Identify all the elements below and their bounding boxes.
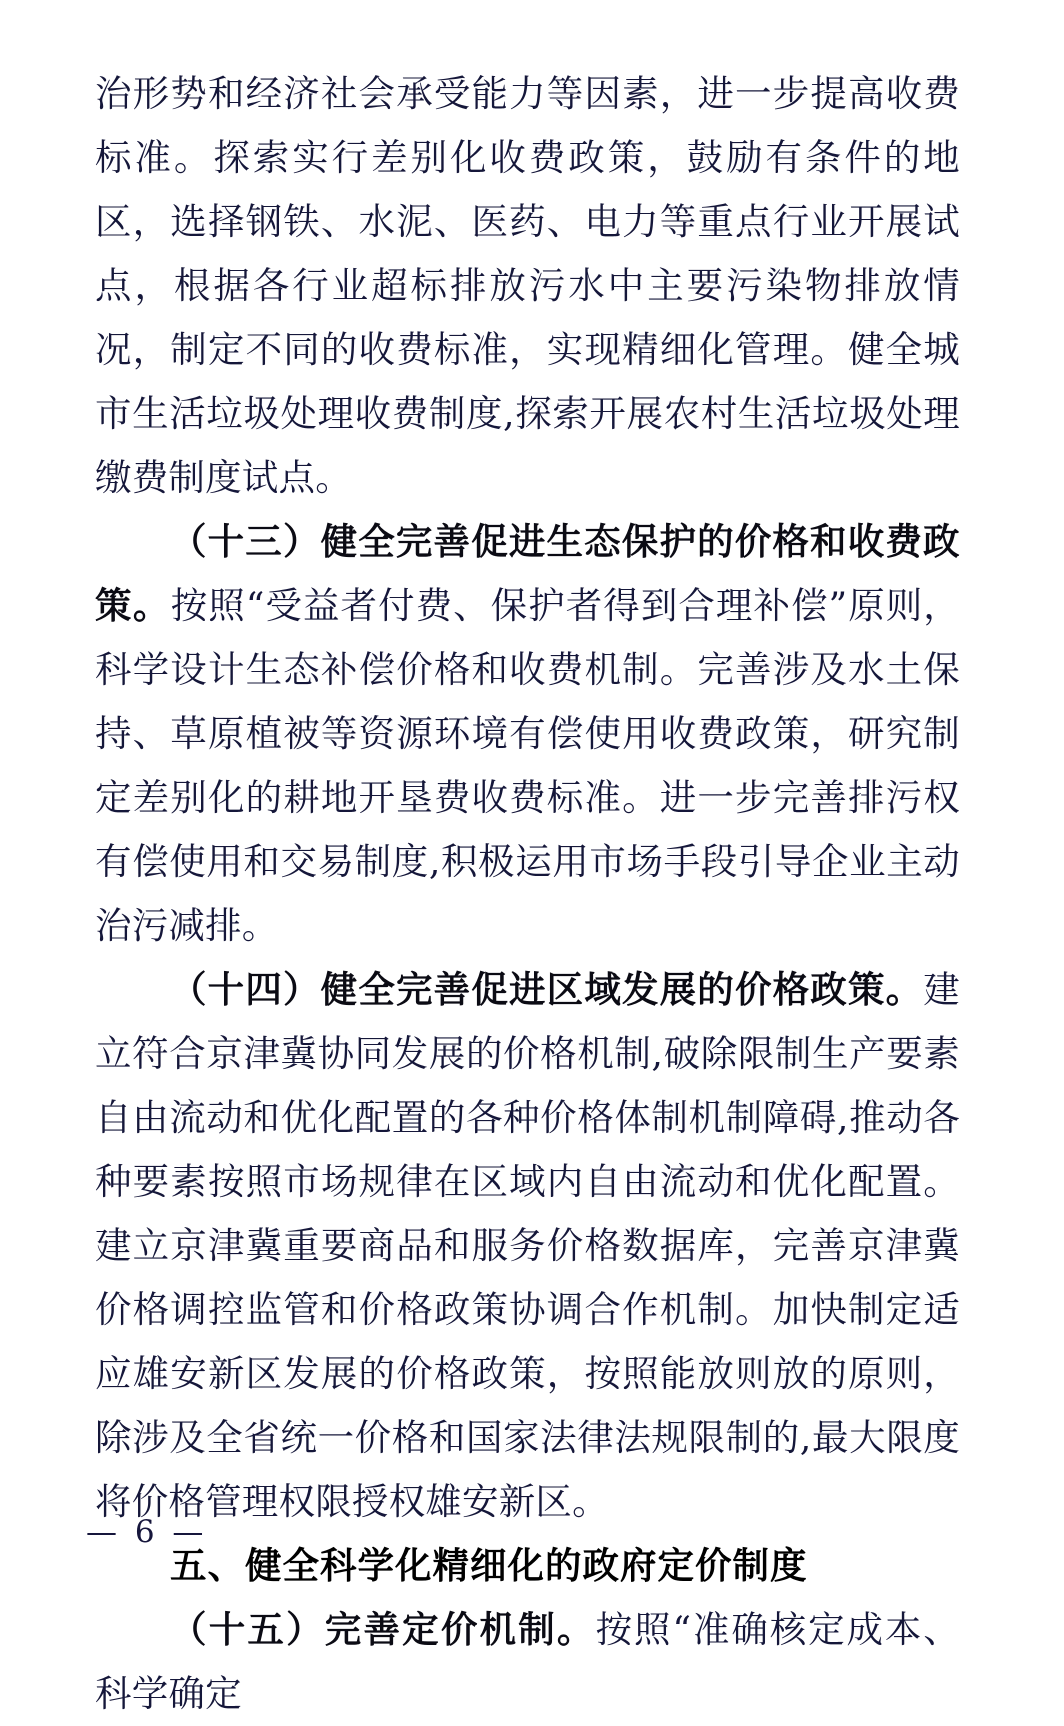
paragraph-continuation [95,62,960,510]
paragraph-text: 治形势和经济社会承受能力等因素，进一步提高收费标准。探索实行差别化收费政策，鼓励有条件的地区，选择钢铁、水泥、医药、电力等重点行业开展试点，根据各行业超标排放污水中主要污染物排放情况，制定不同的收费标准，实现精细化管理。健全城市生活垃圾处理收费制度,探索开展农村生活垃圾处理缴费制度试点。 [95,72,960,499]
paragraph-item-14 [95,958,960,1534]
page-number: — 6 — [86,1514,208,1550]
page-body-text [95,62,960,1726]
paragraph-item-13 [95,510,960,958]
paragraph-text-14: 建立符合京津冀协同发展的价格机制,破除限制生产要素自由流动和优化配置的各种价格体制机制障碍,推动各种要素按照市场规律在区域内自由流动和优化配置。建立京津冀重要商品和服务价格数据库，完善京津冀价格调控监管和价格政策协调合作机制。加快制定适应雄安新区发展的价格政策，按照能放则放的原则，除涉及全省统一价格和国家法律法规限制的,最大限度将价格管理权限授权雄安新区。 [95,968,960,1523]
paragraph-item-15 [95,1598,960,1726]
section-heading-five: 五、健全科学化精细化的政府定价制度 [170,1544,808,1587]
paragraph-lead-in-13: （十三）健全完善促进生态保护的价格和收费政策。 [95,520,960,627]
paragraph-lead-in-15: （十五）完善定价机制。 [170,1608,596,1651]
paragraph-text-15: 按照“准确核定成本、科学确定 [95,1608,960,1715]
paragraph-lead-in-14: （十四）健全完善促进区域发展的价格政策。 [170,968,924,1011]
paragraph-text-13: 按照“受益者付费、保护者得到合理补偿”原则，科学设计生态补偿价格和收费机制。完善涉及水土保持、草原植被等资源环境有偿使用收费政策，研究制定差别化的耕地开垦费收费标准。进一步完善排污权有偿使用和交易制度,积极运用市场手段引导企业主动治污减排。 [95,584,960,947]
